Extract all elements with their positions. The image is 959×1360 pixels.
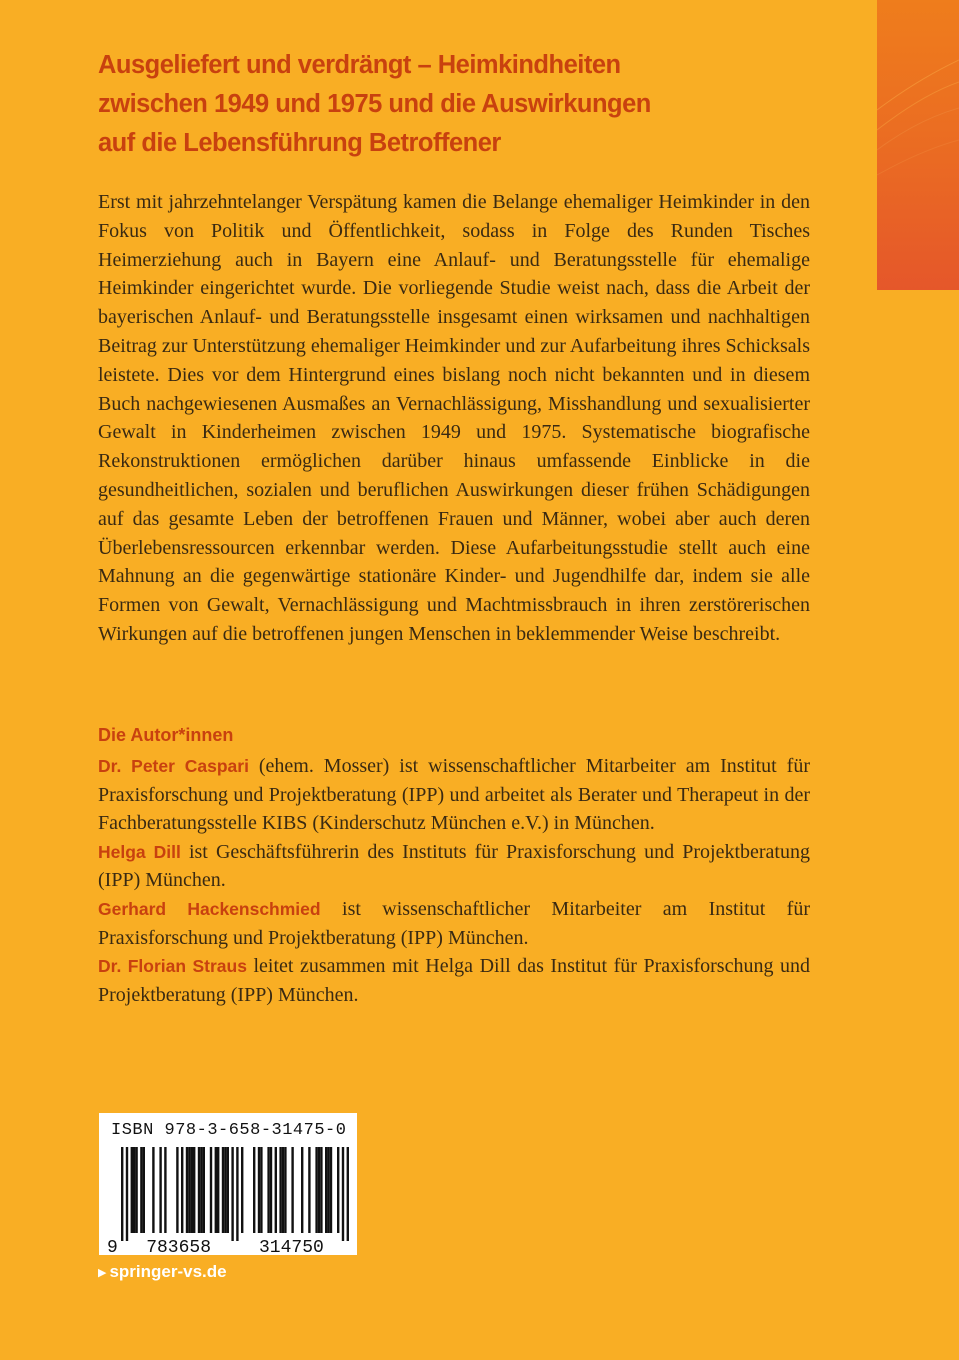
author-name: Helga Dill xyxy=(98,841,181,862)
title-line-2: zwischen 1949 und 1975 und die Auswirkungen xyxy=(98,90,651,118)
author-bio: ist wissenschaftlicher Mitarbeiter am Institut für Praxisforschung und Projektberatung (IPP) München. xyxy=(98,897,810,949)
barcode-graphic xyxy=(99,1113,357,1255)
barcode-bar xyxy=(210,1147,212,1233)
author-bio: ist Geschäftsführerin des Instituts für Praxisforschung und Projektberatung (IPP) München. xyxy=(98,840,810,892)
barcode-bar xyxy=(291,1147,293,1233)
barcode-bar xyxy=(193,1147,195,1233)
barcode-bar xyxy=(217,1147,219,1233)
barcode-bar xyxy=(191,1147,193,1233)
publisher-url: springer-vs.de xyxy=(109,1262,227,1281)
barcode-bar xyxy=(126,1147,128,1241)
barcode-bar xyxy=(198,1147,200,1233)
barcode-bar xyxy=(318,1147,320,1233)
isbn-barcode xyxy=(99,1113,357,1255)
title-line-1: Ausgeliefert und verdrängt – Heimkindheiten xyxy=(98,51,621,79)
author-name: Dr. Florian Straus xyxy=(98,956,247,977)
isbn-label: ISBN 978-3-658-31475-0 xyxy=(111,1121,347,1140)
barcode-digits: 9 xyxy=(107,1238,118,1255)
barcode-bar xyxy=(224,1147,226,1233)
barcode-bar xyxy=(121,1147,123,1241)
barcode-bar xyxy=(131,1147,133,1233)
barcode-bar xyxy=(188,1147,190,1233)
barcode-bar xyxy=(241,1147,243,1233)
barcode-bar xyxy=(186,1147,188,1233)
decorative-accent-strip xyxy=(877,0,959,290)
barcode-bar xyxy=(270,1147,272,1233)
barcode-bar xyxy=(347,1147,349,1241)
barcode-bar xyxy=(152,1147,154,1233)
barcode-digits: 783658 xyxy=(146,1238,212,1255)
barcode-bar xyxy=(203,1147,205,1233)
barcode-bar xyxy=(181,1147,183,1233)
blurb-text: Erst mit jahrzehntelanger Verspätung kamen die Belange ehemaliger Heimkinder in den Fokus von Politik und Öffentlichkeit, sodass in Folge des Runden Tisches Heimerziehung auch in Bayern eine Anlauf- und Beratungsstelle für ehemalige Heimkinder eingerichtet wurde. Die vorliegende Studie weist nach, dass die Arbeit der bayerischen Anlauf- und Beratungsstelle insgesamt einen wirksamen und nachhaltigen Beitrag zur Unterstützung ehemaliger Heimkinder und zur Aufarbeitung ihres Schicksals leistete. Dies vor dem Hintergrund eines bislang noch nicht bekannten und in diesem Buch nachgewiesenen Ausmaßes an Vernachlässigung, Misshandlung und sexualisierter Gewalt in Kinderheimen zwischen 1949 und 1975. Systematische biografische Rekonstruktionen ermöglichen darüber hinaus umfassende Einblicke in die gesundheitlichen, sozialen und beruflichen Auswirkungen dieser frühen Schädigungen auf das gesamte Leben der betroffenen Frauen und Männer, wobei aber auch deren Überlebensressourcen erkennbar werden. Diese Aufarbeitungsstudie stellt auch eine Mahnung an die gegenwärtige stationäre Kinder- und Jugendhilfe dar, indem sie alle Formen von Gewalt, Vernachlässigung und Machtmissbrauch in ihren zerstörerischen Wirkungen auf die betroffenen jungen Menschen in beklemmender Weise beschreibt. xyxy=(98,191,810,645)
barcode-bar xyxy=(215,1147,217,1233)
triangle-right-icon: ▶ xyxy=(98,1266,107,1279)
author-entry xyxy=(98,752,810,838)
authors-heading: Die Autor*innen xyxy=(98,725,234,745)
barcode-bar xyxy=(140,1147,142,1233)
barcode-bar xyxy=(301,1147,303,1233)
barcode-bar xyxy=(253,1147,255,1233)
author-name: Gerhard Hackenschmied xyxy=(98,898,321,919)
barcode-bar xyxy=(325,1147,327,1233)
barcode-bar xyxy=(284,1147,286,1233)
barcode-bar xyxy=(308,1147,310,1233)
barcode-bar xyxy=(315,1147,317,1233)
author-entry xyxy=(98,838,810,895)
authors-section xyxy=(98,752,810,1009)
barcode-bar xyxy=(282,1147,284,1233)
barcode-bar xyxy=(279,1147,281,1233)
barcode-digits: 314750 xyxy=(258,1238,324,1255)
barcode-bar xyxy=(159,1147,161,1233)
barcode-bar xyxy=(337,1147,339,1233)
barcode-bar xyxy=(176,1147,178,1233)
barcode-bar xyxy=(164,1147,166,1233)
author-entry xyxy=(98,895,810,952)
barcode-bar xyxy=(231,1147,233,1241)
author-bio: (ehem. Mosser) ist wissenschaftlicher Mitarbeiter am Institut für Praxisforschung und Projektberatung (IPP) und arbeitet als Berater und Therapeut in der Fachberatungsstelle KIBS (Kinderschutz München e.V.) in München. xyxy=(98,755,810,835)
publisher-link[interactable] xyxy=(98,1262,227,1282)
barcode-bar xyxy=(143,1147,145,1233)
barcode-bar xyxy=(267,1147,269,1233)
book-title xyxy=(98,46,838,163)
barcode-bar xyxy=(222,1147,224,1233)
title-line-3: auf die Lebensführung Betroffener xyxy=(98,129,501,157)
barcode-bar xyxy=(330,1147,332,1233)
barcode-bar xyxy=(258,1147,260,1233)
barcode-bar xyxy=(236,1147,238,1241)
barcode-bar xyxy=(227,1147,229,1233)
accent-lines-decoration xyxy=(877,0,959,290)
author-name: Dr. Peter Caspari xyxy=(98,756,249,776)
barcode-bar xyxy=(200,1147,202,1233)
author-bio: leitet zusammen mit Helga Dill das Institut für Praxisforschung und Projektberatung (IPP) München. xyxy=(98,955,810,1006)
barcode-bar xyxy=(320,1147,322,1233)
barcode-bar xyxy=(133,1147,135,1233)
author-entry xyxy=(98,952,810,1009)
barcode-bar xyxy=(135,1147,137,1233)
barcode-bar xyxy=(275,1147,277,1233)
barcode-bar xyxy=(327,1147,329,1233)
barcode-bar xyxy=(342,1147,344,1241)
barcode-bar xyxy=(260,1147,262,1233)
